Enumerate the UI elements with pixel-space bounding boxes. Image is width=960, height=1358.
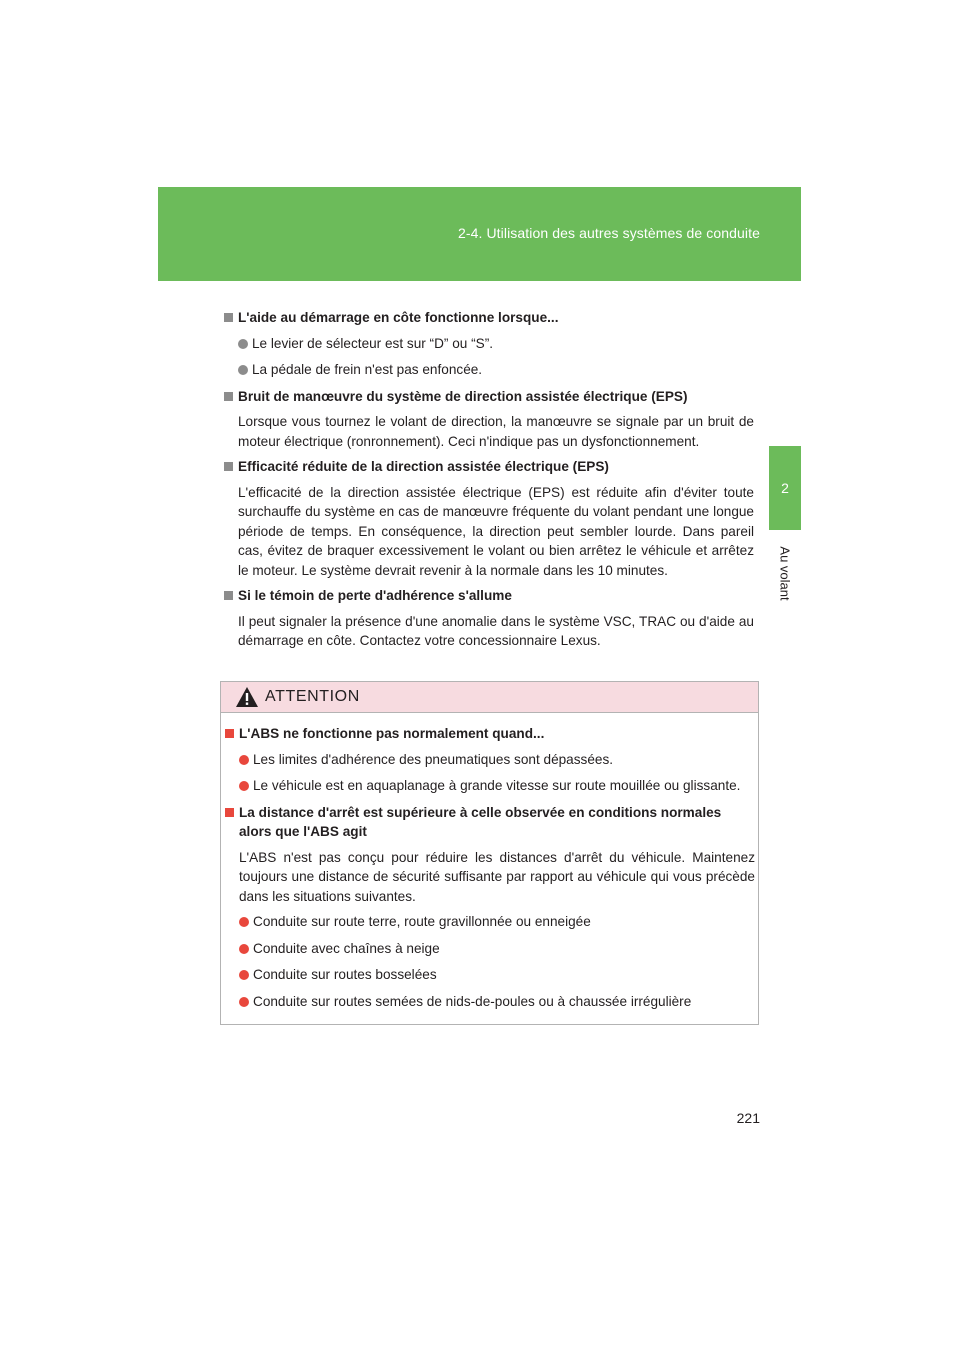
section-text: L'efficacité de la direction assistée électrique (EPS) est réduite afin d'éviter toute surchauffe du système en cas de manœuvre fréquente du volant pendant une longue période de temps. En conséquence, la direction peut sembler lourde. Dans pareil cas, évitez de braquer excessivement le volant ou bien arrêtez le véhicule et arrêtez le moteur. Le système devrait revenir à la normale dans les 10 minutes. — [238, 484, 754, 578]
chapter-header-band — [158, 187, 801, 281]
list-item: Les limites d'adhérence des pneumatiques sont dépassées. — [239, 750, 755, 770]
section-text: Il peut signaler la présence d'une anomalie dans le système VSC, TRAC ou d'aide au démarrage en côte. Contactez votre concessionnaire Lexus. — [238, 613, 754, 648]
warning-box — [220, 681, 759, 1025]
circle-bullet-icon — [239, 781, 249, 791]
square-bullet-icon — [225, 729, 234, 738]
section-hill-start — [224, 308, 754, 380]
square-bullet-icon — [224, 392, 233, 401]
section-eps-noise — [224, 387, 754, 452]
warning-body — [225, 724, 755, 1018]
chapter-side-label-text: Au volant — [777, 545, 793, 601]
list-item: Conduite avec chaînes à neige — [239, 939, 755, 959]
list-item: Conduite sur route terre, route gravillonnée ou enneigée — [239, 912, 755, 932]
warning-title: ATTENTION — [265, 688, 360, 705]
page-number: 221 — [736, 1110, 760, 1126]
list-item: Le véhicule est en aquaplanage à grande vitesse sur route mouillée ou glissante. — [239, 776, 755, 796]
warning-header — [221, 682, 758, 713]
warning-heading: La distance d'arrêt est supérieure à celle observée en conditions normales alors que l'ABS agit — [225, 803, 755, 842]
circle-bullet-icon — [239, 997, 249, 1007]
square-bullet-icon — [224, 313, 233, 322]
section-eps-reduced — [224, 457, 754, 580]
circle-bullet-icon — [239, 944, 249, 954]
warning-heading: L'ABS ne fonctionne pas normalement quand... — [225, 724, 755, 744]
chapter-tab-number: 2 — [781, 480, 789, 496]
warning-triangle-icon — [235, 686, 259, 708]
main-content — [224, 308, 754, 657]
chapter-tab — [769, 446, 801, 530]
circle-bullet-icon — [238, 365, 248, 375]
warning-text: L'ABS n'est pas conçu pour réduire les distances d'arrêt du véhicule. Maintenez toujours une distance de sécurité suffisante par rapport au véhicule qui vous précède dans les situations suivantes. — [239, 849, 755, 904]
circle-bullet-icon — [238, 339, 248, 349]
section-heading: Si le témoin de perte d'adhérence s'allume — [224, 586, 754, 606]
circle-bullet-icon — [239, 970, 249, 980]
circle-bullet-icon — [239, 755, 249, 765]
list-item: Conduite sur routes bosselées — [239, 965, 755, 985]
circle-bullet-icon — [239, 917, 249, 927]
chapter-side-label — [770, 538, 800, 608]
chapter-title: 2-4. Utilisation des autres systèmes de conduite — [457, 225, 760, 241]
section-slip-indicator — [224, 586, 754, 651]
section-heading: Efficacité réduite de la direction assistée électrique (EPS) — [224, 457, 754, 477]
section-heading: Bruit de manœuvre du système de direction assistée électrique (EPS) — [224, 387, 754, 407]
list-item: La pédale de frein n'est pas enfoncée. — [238, 360, 754, 380]
list-item: Le levier de sélecteur est sur “D” ou “S”. — [238, 334, 754, 354]
list-item: Conduite sur routes semées de nids-de-poules ou à chaussée irrégulière — [239, 992, 755, 1012]
section-text: Lorsque vous tournez le volant de direction, la manœuvre se signale par un bruit de moteur électrique (ronronnement). Ceci n'indique pas un dysfonctionnement. — [238, 414, 754, 449]
square-bullet-icon — [224, 462, 233, 471]
square-bullet-icon — [224, 591, 233, 600]
square-bullet-icon — [225, 808, 234, 817]
section-heading: L'aide au démarrage en côte fonctionne lorsque... — [224, 308, 754, 328]
